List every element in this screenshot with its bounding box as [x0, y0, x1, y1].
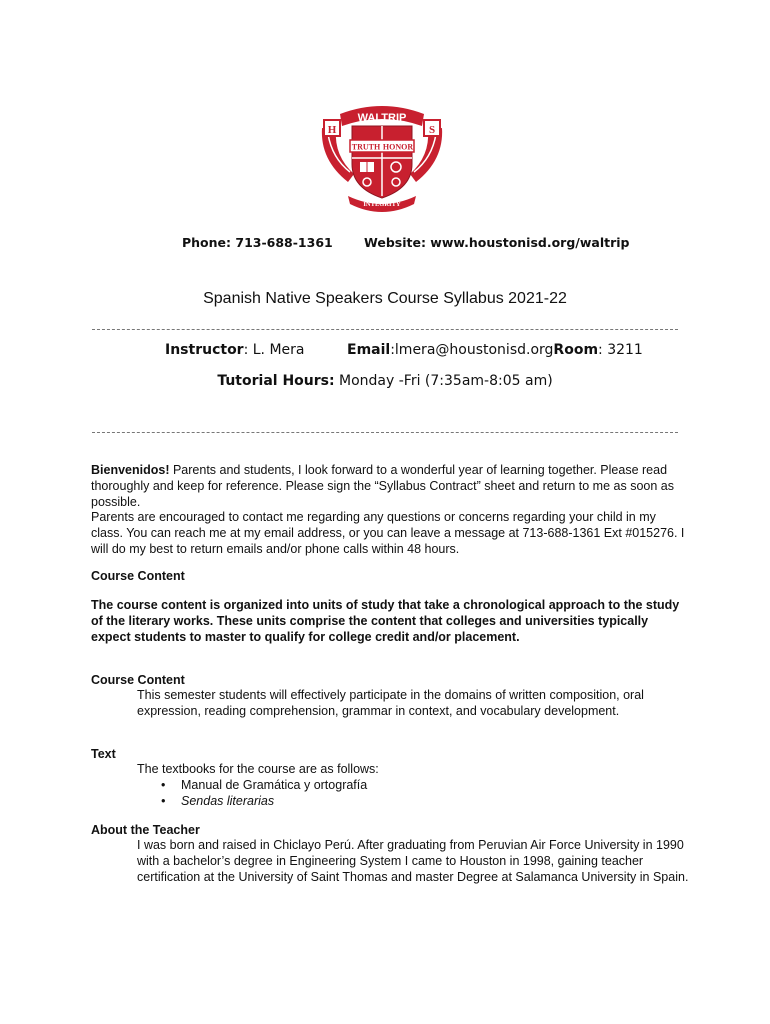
tutorial-time: Monday -Fri (7:35am-8:05 am) — [334, 373, 553, 389]
svg-text:HONOR: HONOR — [382, 142, 414, 152]
room-number: : 3211 — [598, 342, 643, 358]
room-label: Room — [553, 342, 599, 358]
parents-paragraph: Parents are encouraged to contact me regarding any questions or concerns regarding your child in my class. You can reach me at my email address, or you can leave a message at 713-688-1361 Ext #015276. I will do my best to return emails and/or phone calls within 48 hours. — [91, 510, 685, 556]
divider — [92, 329, 678, 330]
page-title: Spanish Native Speakers Course Syllabus 2021-22 — [203, 290, 567, 307]
svg-text:TRUTH: TRUTH — [351, 142, 381, 152]
course-content-description: This semester students will effectively participate in the domains of written composition, oral expression, reading comprehension, grammar in context, and vocabulary development. — [137, 688, 644, 718]
svg-text:S: S — [428, 124, 436, 136]
textbook-list — [137, 777, 689, 809]
list-item: • Sendas literarias — [137, 793, 689, 809]
website-link[interactable]: Website: www.houstonisd.org/waltrip — [364, 235, 630, 250]
welcome-heading: Bienvenidos! — [91, 463, 170, 477]
svg-text:WALTRIP: WALTRIP — [357, 112, 407, 124]
svg-text:INTEGRITY: INTEGRITY — [363, 201, 401, 208]
course-content-heading: Course Content — [91, 569, 185, 583]
textbooks-section — [137, 761, 689, 809]
about-text: I was born and raised in Chiclayo Perú. After graduating from Peruvian Air Force University in 1990 with a bachelor’s degree in Engineering System I came to Houston in 1998, gaining teacher certification at the University of Saint Thomas and master Degree at Salamanca University in Spain. — [137, 838, 689, 884]
course-content-summary: The course content is organized into units of study that take a chronological approach to the study of the literary works. These units comprise the content that colleges and universities typically expect students to master to qualify for college credit and/or placement. — [91, 598, 680, 644]
instructor-info — [165, 342, 305, 358]
about-heading: About the Teacher — [91, 823, 200, 837]
email-room-info — [347, 342, 643, 358]
tutorial-label: Tutorial Hours: — [217, 373, 335, 389]
list-item: • Manual de Gramática y ortografía — [137, 777, 689, 793]
school-crest-logo — [318, 100, 446, 212]
email-label: Email — [347, 342, 391, 358]
phone-number: Phone: 713-688-1361 — [182, 235, 333, 250]
course-content-heading-2: Course Content — [91, 673, 185, 687]
welcome-paragraph — [91, 462, 691, 510]
textbooks-intro: The textbooks for the course are as follows: — [137, 762, 379, 776]
instructor-label: Instructor — [165, 342, 244, 358]
text-heading: Text — [91, 747, 116, 761]
divider — [92, 432, 678, 433]
tutorial-hours — [0, 373, 770, 389]
instructor-name: : L. Mera — [243, 342, 305, 358]
welcome-text: Parents and students, I look forward to a wonderful year of learning together. Please read thoroughly and keep for reference. Please sign the “Syllabus Contract” sheet and return to me as soon as possible. — [91, 463, 674, 509]
email-address[interactable]: :lmera@houstonisd.org — [390, 342, 554, 358]
svg-text:H: H — [327, 124, 337, 136]
